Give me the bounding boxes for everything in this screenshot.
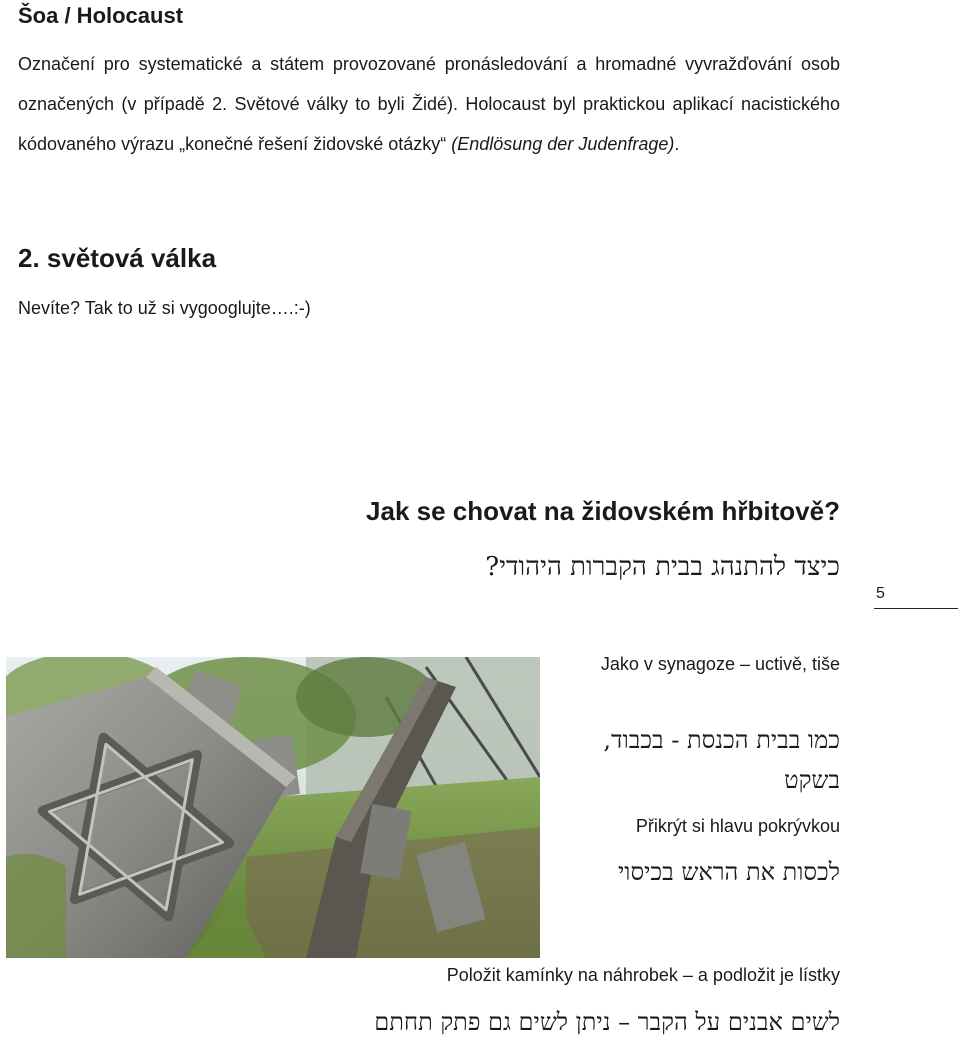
section-heading: 2. světová válka — [18, 243, 217, 273]
intro-paragraph — [18, 44, 840, 164]
rule-3-czech: Položit kamínky na náhrobek – a podložit je lístky — [446, 965, 840, 985]
question-hebrew: כיצד להתנהג בבית הקברות היהודי? — [485, 552, 840, 582]
question-czech: Jak se chovat na židovském hřbitově? — [366, 496, 840, 526]
intro-italic: (Endlösung der Judenfrage) — [451, 134, 675, 154]
rule-1-czech: Jako v synagoze – uctivě, tiše — [600, 654, 840, 674]
rule-2-hebrew: לכסות את הראש בכיסוי — [618, 858, 840, 886]
intro-end: . — [674, 134, 680, 154]
rule-3-hebrew: לשים אבנים על הקבר – ניתן לשים גם פתק תחתם — [374, 1008, 840, 1036]
section-text: Nevíte? Tak to už si vygooglujte….:-) — [18, 298, 311, 318]
page-number-rule — [874, 608, 958, 609]
page-number: 5 — [876, 585, 885, 602]
rule-1-hebrew: כמו בבית הכנסת - בכבוד, בשקט — [603, 726, 840, 794]
intro-text: Označení pro systematické a státem provozované pronásledování a hromadné vyvražďování osob označených (v případě 2. Světové války to byli Židé). Holocaust byl praktickou aplikací nacistického kódovaného výrazu „konečné řešení židovské otázky“ — [18, 54, 840, 154]
rule-2-czech: Přikrýt si hlavu pokrývkou — [635, 816, 840, 836]
page-title: Šoa / Holocaust — [18, 3, 184, 28]
cemetery-photo — [6, 657, 540, 958]
